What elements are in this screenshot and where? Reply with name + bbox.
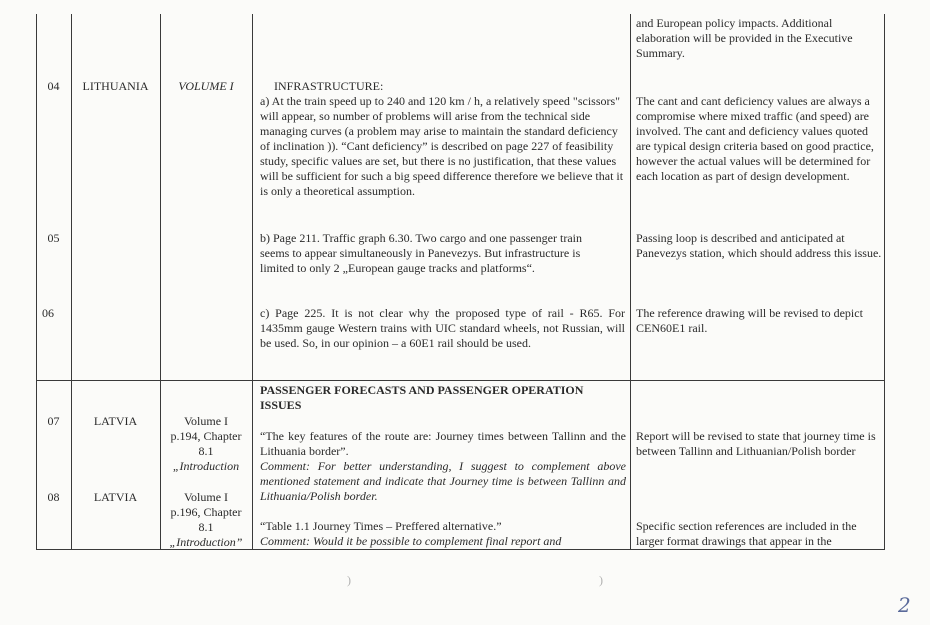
column-divider xyxy=(252,14,253,550)
row-number: 05 xyxy=(47,231,60,245)
comment-text: Comment: For better understanding, I suggest to complement above mentioned statement and indicate that Journey time is between Tallinn and Lithuania/Polish border. xyxy=(260,459,626,503)
handwritten-page-number: 2 xyxy=(898,593,911,617)
country-cell: LITHUANIA xyxy=(82,79,149,93)
reference-line: Volume I xyxy=(183,490,229,504)
table-border-right xyxy=(884,14,885,550)
response-text: Specific section references are included in the larger format drawings that appear in the xyxy=(636,519,857,548)
reference-line: p.194, Chapter xyxy=(170,429,242,443)
row-number: 07 xyxy=(47,414,60,428)
row-divider xyxy=(36,380,885,381)
response-text: and European policy impacts. Additional elaboration will be provided in the Executive Summary. xyxy=(636,16,853,60)
reference-line: 8.1 xyxy=(198,444,214,458)
reference-line: p.196, Chapter xyxy=(170,505,242,519)
scan-mark-paren: ) xyxy=(347,573,351,587)
reference-line: Volume I xyxy=(183,414,229,428)
comment-text: c) Page 225. It is not clear why the proposed type of rail - R65. For 1435mm gauge Western trains with UIC standard wheels, not Russian, will be used. So, in our opinion – a 60E1 rail should be used. xyxy=(260,306,625,350)
reference-cell: VOLUME I xyxy=(178,79,234,93)
column-divider xyxy=(630,14,631,550)
quote-text: “The key features of the route are: Journey times between Tallinn and the Lithuania border”. xyxy=(260,429,626,458)
response-text: Report will be revised to state that journey time is between Tallinn and Lithuanian/Polish border xyxy=(636,429,876,458)
reference-line: 8.1 xyxy=(198,520,214,534)
response-text: The reference drawing will be revised to depict CEN60E1 rail. xyxy=(636,306,863,335)
table-border-left xyxy=(36,14,37,550)
quote-text: “Table 1.1 Journey Times – Preffered alternative.” xyxy=(260,519,502,533)
comment-text: Comment: Would it be possible to complement final report and xyxy=(260,534,562,548)
response-text: The cant and cant deficiency values are always a compromise where mixed traffic (and speed) are involved. The cant and deficiency values quoted are typical design criteria based on good practice, however the actual values will be determined for each location as part of design development. xyxy=(636,94,874,183)
reference-cell xyxy=(160,414,252,474)
section-heading: PASSENGER FORECASTS AND PASSENGER OPERATION ISSUES xyxy=(260,383,584,412)
country-cell: LATVIA xyxy=(93,490,138,504)
response-text: Passing loop is described and anticipated at Panevezys station, which should address this issue. xyxy=(636,231,882,260)
row-number: 06 xyxy=(42,306,54,320)
row-number: 08 xyxy=(47,490,60,504)
reference-cell xyxy=(160,490,252,550)
scan-mark-paren: ) xyxy=(599,573,603,587)
reference-line: „Introduction” xyxy=(169,535,243,549)
column-divider xyxy=(71,14,72,550)
row-number: 04 xyxy=(47,79,60,93)
section-heading: INFRASTRUCTURE: xyxy=(274,79,384,93)
comment-text: b) Page 211. Traffic graph 6.30. Two cargo and one passenger train seems to appear simultaneously in Panevezys. But infrastructure is limited to only 2 „European gauge tracks and platforms“. xyxy=(260,231,582,275)
reference-line: „Introduction xyxy=(172,459,240,473)
comment-text: a) At the train speed up to 240 and 120 km / h, a relatively speed "scissors" will appear, so number of problems will arise from the technical side managing curves (a problem may arise to maintain the standard deficiency of inclination )). “Cant deficiency” is described on page 227 of feasibility study, specific values are set, but there is no justification, that these values will be sufficient for such a big speed difference therefore we believe that it is only a theoretical assumption. xyxy=(260,94,624,198)
country-cell: LATVIA xyxy=(93,414,138,428)
